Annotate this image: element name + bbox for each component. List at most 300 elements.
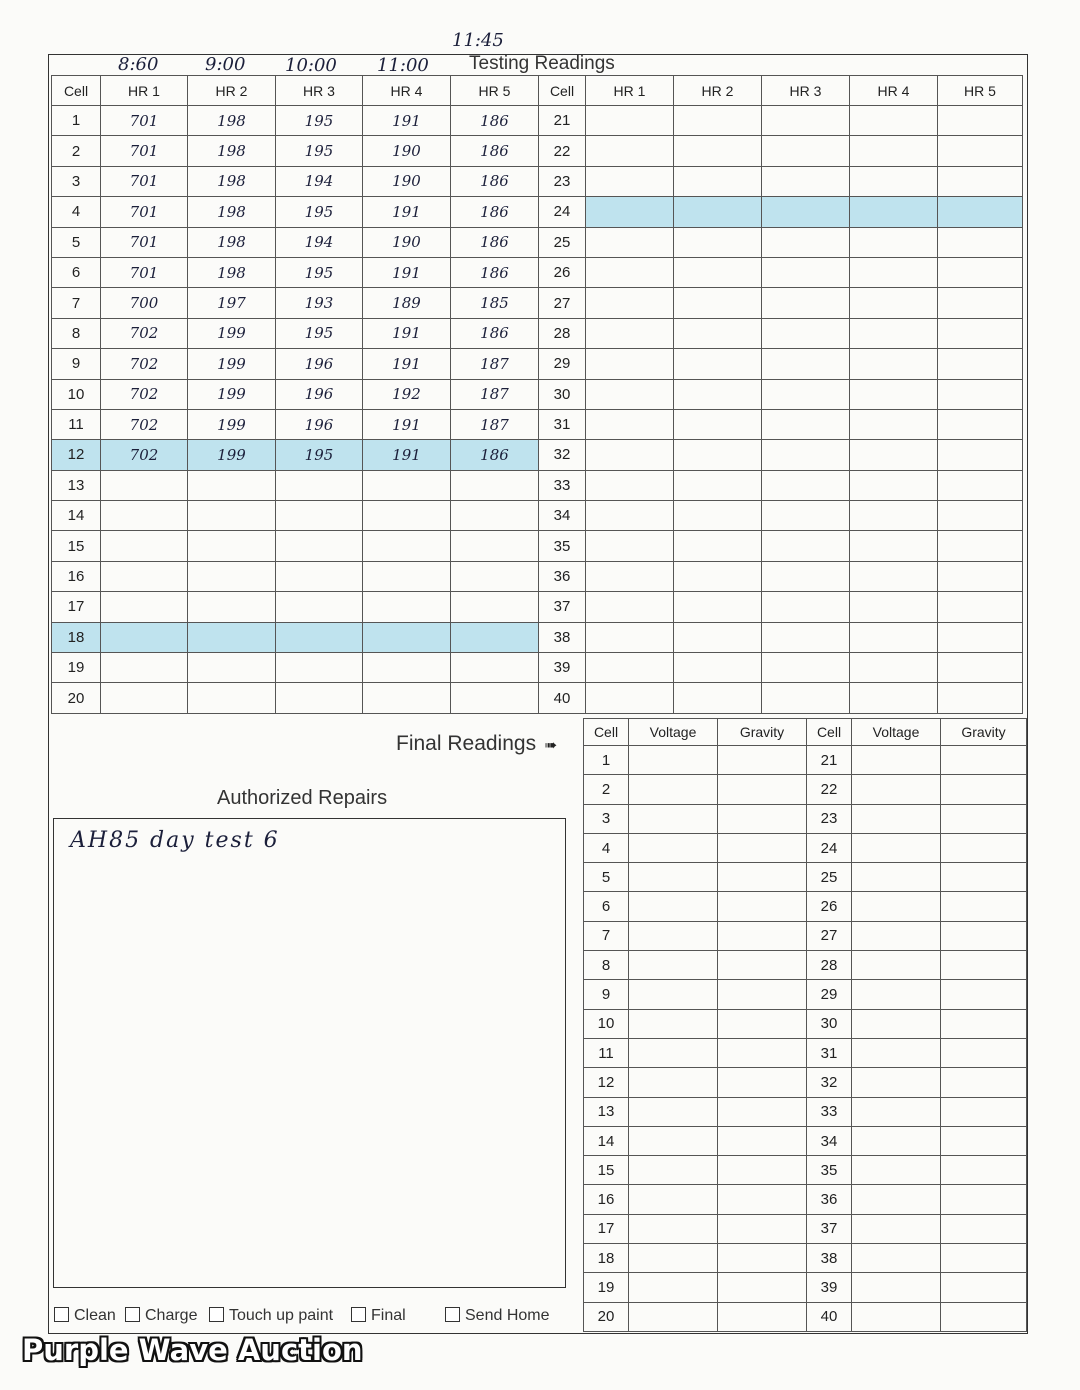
- voltage-field[interactable]: [629, 951, 718, 980]
- reading-hr4[interactable]: [850, 501, 938, 531]
- reading-hr5[interactable]: [938, 470, 1023, 500]
- reading-hr2[interactable]: [674, 166, 762, 196]
- reading-hr5[interactable]: 186: [451, 106, 539, 136]
- voltage-field[interactable]: [852, 1097, 941, 1126]
- reading-hr4[interactable]: [850, 592, 938, 622]
- reading-hr3[interactable]: [762, 592, 850, 622]
- reading-hr2[interactable]: 199: [188, 440, 276, 470]
- voltage-field[interactable]: [629, 746, 718, 775]
- reading-hr5[interactable]: [938, 197, 1023, 227]
- gravity-field[interactable]: [941, 921, 1027, 950]
- voltage-field[interactable]: [852, 1302, 941, 1331]
- reading-hr4[interactable]: [850, 653, 938, 683]
- voltage-field[interactable]: [852, 775, 941, 804]
- gravity-field[interactable]: [941, 833, 1027, 862]
- reading-hr5[interactable]: 187: [451, 349, 539, 379]
- voltage-field[interactable]: [629, 804, 718, 833]
- voltage-field[interactable]: [852, 1244, 941, 1273]
- reading-hr1[interactable]: 701: [101, 106, 188, 136]
- reading-hr1[interactable]: [586, 561, 674, 591]
- final-row: [584, 833, 1027, 862]
- reading-hr2[interactable]: [674, 288, 762, 318]
- reading-hr5[interactable]: [451, 653, 539, 683]
- reading-hr2[interactable]: 198: [188, 136, 276, 166]
- authorized-repairs-box[interactable]: [53, 818, 566, 1288]
- reading-hr4[interactable]: 189: [363, 288, 451, 318]
- reading-hr3[interactable]: [276, 561, 363, 591]
- reading-hr2[interactable]: 197: [188, 288, 276, 318]
- reading-hr3[interactable]: [762, 470, 850, 500]
- reading-hr2[interactable]: [674, 409, 762, 439]
- reading-hr1[interactable]: 701: [101, 227, 188, 257]
- reading-hr4[interactable]: [850, 318, 938, 348]
- gravity-field[interactable]: [941, 1097, 1027, 1126]
- reading-hr3[interactable]: 194: [276, 166, 363, 196]
- reading-hr1[interactable]: [101, 531, 188, 561]
- reading-hr1[interactable]: [586, 531, 674, 561]
- checkbox-send-home[interactable]: [445, 1307, 550, 1325]
- reading-hr1[interactable]: [586, 409, 674, 439]
- reading-hr4[interactable]: [363, 683, 451, 713]
- reading-hr1[interactable]: [586, 197, 674, 227]
- gravity-field[interactable]: [718, 1185, 807, 1214]
- reading-hr4[interactable]: [850, 227, 938, 257]
- reading-hr2[interactable]: [674, 227, 762, 257]
- reading-hr4[interactable]: 191: [363, 440, 451, 470]
- reading-hr5[interactable]: [938, 409, 1023, 439]
- checkbox-box[interactable]: [445, 1307, 460, 1322]
- reading-hr2[interactable]: [674, 531, 762, 561]
- reading-hr2[interactable]: 199: [188, 349, 276, 379]
- reading-hr1[interactable]: 700: [101, 288, 188, 318]
- reading-hr3[interactable]: [762, 349, 850, 379]
- reading-hr1[interactable]: [586, 227, 674, 257]
- reading-hr2[interactable]: [674, 501, 762, 531]
- reading-hr5[interactable]: [938, 653, 1023, 683]
- reading-hr1[interactable]: [586, 318, 674, 348]
- voltage-field[interactable]: [852, 892, 941, 921]
- reading-hr3[interactable]: [762, 257, 850, 287]
- reading-hr1[interactable]: [586, 288, 674, 318]
- reading-hr2[interactable]: [674, 349, 762, 379]
- gravity-field[interactable]: [941, 775, 1027, 804]
- voltage-field[interactable]: [852, 833, 941, 862]
- gravity-field[interactable]: [718, 1126, 807, 1155]
- reading-hr2[interactable]: 198: [188, 257, 276, 287]
- voltage-field[interactable]: [852, 980, 941, 1009]
- voltage-field[interactable]: [629, 1185, 718, 1214]
- reading-hr5[interactable]: [938, 561, 1023, 591]
- reading-hr3[interactable]: [762, 561, 850, 591]
- reading-hr5[interactable]: 185: [451, 288, 539, 318]
- reading-hr4[interactable]: [850, 470, 938, 500]
- reading-hr1[interactable]: [586, 683, 674, 713]
- reading-hr3[interactable]: 195: [276, 318, 363, 348]
- reading-hr3[interactable]: [762, 409, 850, 439]
- reading-hr3[interactable]: 195: [276, 136, 363, 166]
- reading-hr4[interactable]: [363, 531, 451, 561]
- voltage-field[interactable]: [629, 863, 718, 892]
- reading-hr3[interactable]: [276, 470, 363, 500]
- reading-hr3[interactable]: [762, 318, 850, 348]
- voltage-field[interactable]: [629, 1273, 718, 1302]
- reading-hr1[interactable]: [101, 683, 188, 713]
- voltage-field[interactable]: [629, 775, 718, 804]
- reading-hr5[interactable]: [938, 440, 1023, 470]
- reading-hr4[interactable]: [850, 166, 938, 196]
- reading-hr5[interactable]: [938, 166, 1023, 196]
- reading-hr1[interactable]: [586, 349, 674, 379]
- gravity-field[interactable]: [718, 775, 807, 804]
- reading-hr3[interactable]: 194: [276, 227, 363, 257]
- reading-hr2[interactable]: [674, 318, 762, 348]
- reading-hr1[interactable]: 702: [101, 318, 188, 348]
- reading-hr5[interactable]: [938, 683, 1023, 713]
- gravity-field[interactable]: [718, 1302, 807, 1331]
- reading-hr2[interactable]: [188, 683, 276, 713]
- gravity-field[interactable]: [941, 980, 1027, 1009]
- voltage-field[interactable]: [629, 921, 718, 950]
- gravity-field[interactable]: [941, 863, 1027, 892]
- gravity-field[interactable]: [718, 1038, 807, 1067]
- checkbox-box[interactable]: [351, 1307, 366, 1322]
- reading-hr4[interactable]: 191: [363, 349, 451, 379]
- reading-hr3[interactable]: 193: [276, 288, 363, 318]
- cell-number: 10: [584, 1009, 629, 1038]
- reading-hr4[interactable]: 190: [363, 227, 451, 257]
- voltage-field[interactable]: [629, 833, 718, 862]
- voltage-field[interactable]: [629, 1068, 718, 1097]
- reading-hr1[interactable]: [586, 257, 674, 287]
- reading-hr1[interactable]: [101, 653, 188, 683]
- reading-hr2[interactable]: 198: [188, 106, 276, 136]
- reading-hr1[interactable]: 702: [101, 379, 188, 409]
- reading-hr2[interactable]: 198: [188, 197, 276, 227]
- gravity-field[interactable]: [718, 804, 807, 833]
- reading-hr4[interactable]: 191: [363, 409, 451, 439]
- checkbox-box[interactable]: [54, 1307, 69, 1322]
- reading-hr2[interactable]: [188, 592, 276, 622]
- reading-hr2[interactable]: [674, 683, 762, 713]
- reading-hr5[interactable]: [938, 592, 1023, 622]
- reading-hr5[interactable]: [938, 257, 1023, 287]
- reading-hr2[interactable]: [674, 106, 762, 136]
- gravity-field[interactable]: [941, 804, 1027, 833]
- gravity-field[interactable]: [941, 951, 1027, 980]
- reading-hr4[interactable]: [850, 288, 938, 318]
- reading-hr1[interactable]: 701: [101, 136, 188, 166]
- reading-hr4[interactable]: [363, 501, 451, 531]
- reading-hr5[interactable]: [938, 227, 1023, 257]
- voltage-field[interactable]: [852, 951, 941, 980]
- reading-hr3[interactable]: [762, 379, 850, 409]
- reading-hr3[interactable]: [762, 136, 850, 166]
- reading-hr1[interactable]: [586, 440, 674, 470]
- reading-hr2[interactable]: [674, 622, 762, 652]
- reading-hr2[interactable]: [674, 470, 762, 500]
- reading-hr2[interactable]: 198: [188, 227, 276, 257]
- reading-hr3[interactable]: 196: [276, 349, 363, 379]
- reading-hr2[interactable]: 199: [188, 409, 276, 439]
- cell-number: 29: [807, 980, 852, 1009]
- reading-hr2[interactable]: [188, 653, 276, 683]
- voltage-field[interactable]: [852, 921, 941, 950]
- reading-hr3[interactable]: 195: [276, 106, 363, 136]
- reading-hr3[interactable]: [762, 653, 850, 683]
- reading-hr4[interactable]: [850, 106, 938, 136]
- reading-hr5[interactable]: [938, 106, 1023, 136]
- gravity-field[interactable]: [718, 1214, 807, 1243]
- reading-hr4[interactable]: [363, 592, 451, 622]
- reading-hr2[interactable]: [188, 561, 276, 591]
- voltage-field[interactable]: [629, 980, 718, 1009]
- reading-hr4[interactable]: [363, 470, 451, 500]
- reading-hr3[interactable]: [762, 622, 850, 652]
- reading-hr4[interactable]: [363, 622, 451, 652]
- gravity-field[interactable]: [941, 1038, 1027, 1067]
- reading-hr5[interactable]: 186: [451, 197, 539, 227]
- reading-hr2[interactable]: 199: [188, 379, 276, 409]
- reading-hr3[interactable]: [762, 197, 850, 227]
- voltage-field[interactable]: [852, 1038, 941, 1067]
- gravity-field[interactable]: [941, 1273, 1027, 1302]
- reading-hr5[interactable]: [938, 318, 1023, 348]
- reading-hr1[interactable]: [586, 622, 674, 652]
- reading-hr5[interactable]: 187: [451, 409, 539, 439]
- voltage-field[interactable]: [629, 1097, 718, 1126]
- reading-hr3[interactable]: [762, 288, 850, 318]
- voltage-field[interactable]: [852, 1009, 941, 1038]
- gravity-field[interactable]: [718, 921, 807, 950]
- reading-hr2[interactable]: [674, 379, 762, 409]
- reading-hr1[interactable]: 701: [101, 197, 188, 227]
- reading-hr1[interactable]: 701: [101, 166, 188, 196]
- reading-hr1[interactable]: [101, 592, 188, 622]
- reading-hr2[interactable]: 199: [188, 318, 276, 348]
- voltage-field[interactable]: [852, 1214, 941, 1243]
- checkbox-box[interactable]: [125, 1307, 140, 1322]
- reading-hr3[interactable]: 195: [276, 257, 363, 287]
- reading-hr3[interactable]: [762, 501, 850, 531]
- reading-hr2[interactable]: [188, 622, 276, 652]
- reading-hr4[interactable]: 191: [363, 197, 451, 227]
- reading-hr3[interactable]: [762, 227, 850, 257]
- reading-hr5[interactable]: [938, 501, 1023, 531]
- reading-hr4[interactable]: [850, 561, 938, 591]
- reading-hr4[interactable]: [850, 440, 938, 470]
- reading-hr4[interactable]: 190: [363, 166, 451, 196]
- reading-hr2[interactable]: [188, 531, 276, 561]
- reading-hr5[interactable]: [938, 379, 1023, 409]
- checkbox-charge[interactable]: [125, 1307, 197, 1325]
- reading-hr5[interactable]: [938, 136, 1023, 166]
- reading-hr3[interactable]: 195: [276, 440, 363, 470]
- reading-hr4[interactable]: [363, 653, 451, 683]
- reading-hr1[interactable]: 702: [101, 409, 188, 439]
- reading-hr2[interactable]: 198: [188, 166, 276, 196]
- checkbox-box[interactable]: [209, 1307, 224, 1322]
- reading-hr3[interactable]: 195: [276, 197, 363, 227]
- reading-hr3[interactable]: [276, 683, 363, 713]
- gravity-field[interactable]: [718, 980, 807, 1009]
- reading-hr4[interactable]: [850, 683, 938, 713]
- reading-hr2[interactable]: [674, 561, 762, 591]
- reading-hr1[interactable]: [586, 653, 674, 683]
- reading-hr4[interactable]: [850, 409, 938, 439]
- voltage-field[interactable]: [629, 1302, 718, 1331]
- reading-hr1[interactable]: 701: [101, 257, 188, 287]
- reading-hr1[interactable]: 702: [101, 349, 188, 379]
- reading-hr1[interactable]: [101, 470, 188, 500]
- reading-hr2[interactable]: [188, 501, 276, 531]
- reading-hr5[interactable]: 187: [451, 379, 539, 409]
- reading-hr4[interactable]: [850, 531, 938, 561]
- reading-hr4[interactable]: 191: [363, 318, 451, 348]
- reading-hr1[interactable]: [586, 136, 674, 166]
- gravity-field[interactable]: [941, 1126, 1027, 1155]
- reading-hr5[interactable]: 186: [451, 318, 539, 348]
- reading-hr1[interactable]: [101, 622, 188, 652]
- gravity-field[interactable]: [941, 1214, 1027, 1243]
- reading-hr3[interactable]: [276, 592, 363, 622]
- reading-hr5[interactable]: 186: [451, 257, 539, 287]
- reading-hr4[interactable]: 190: [363, 136, 451, 166]
- reading-hr1[interactable]: [586, 501, 674, 531]
- gravity-field[interactable]: [718, 892, 807, 921]
- reading-hr4[interactable]: 191: [363, 106, 451, 136]
- voltage-field[interactable]: [852, 1068, 941, 1097]
- testing-row: [52, 197, 1023, 227]
- gravity-field[interactable]: [941, 1244, 1027, 1273]
- reading-hr5[interactable]: [451, 501, 539, 531]
- gravity-field[interactable]: [718, 1273, 807, 1302]
- reading-hr2[interactable]: [188, 470, 276, 500]
- checkbox-touch-up-paint[interactable]: [209, 1307, 333, 1325]
- gravity-field[interactable]: [941, 1068, 1027, 1097]
- gravity-field[interactable]: [941, 892, 1027, 921]
- reading-hr2[interactable]: [674, 440, 762, 470]
- gravity-field[interactable]: [941, 1009, 1027, 1038]
- voltage-field[interactable]: [629, 1156, 718, 1185]
- gravity-field[interactable]: [718, 951, 807, 980]
- reading-hr5[interactable]: [938, 288, 1023, 318]
- reading-hr4[interactable]: [363, 561, 451, 591]
- reading-hr5[interactable]: 186: [451, 136, 539, 166]
- reading-hr1[interactable]: [101, 561, 188, 591]
- reading-hr3[interactable]: [762, 106, 850, 136]
- reading-hr3[interactable]: [762, 166, 850, 196]
- voltage-field[interactable]: [629, 1214, 718, 1243]
- reading-hr2[interactable]: [674, 592, 762, 622]
- gravity-field[interactable]: [718, 1244, 807, 1273]
- gravity-field[interactable]: [718, 863, 807, 892]
- reading-hr2[interactable]: [674, 257, 762, 287]
- reading-hr5[interactable]: 186: [451, 166, 539, 196]
- reading-hr1[interactable]: 702: [101, 440, 188, 470]
- reading-hr3[interactable]: [762, 440, 850, 470]
- reading-hr4[interactable]: [850, 622, 938, 652]
- gravity-field[interactable]: [718, 1156, 807, 1185]
- voltage-field[interactable]: [629, 1126, 718, 1155]
- reading-hr5[interactable]: [451, 622, 539, 652]
- voltage-field[interactable]: [852, 1273, 941, 1302]
- reading-hr5[interactable]: [938, 349, 1023, 379]
- gravity-field[interactable]: [718, 1068, 807, 1097]
- reading-hr3[interactable]: [276, 531, 363, 561]
- reading-hr1[interactable]: [101, 501, 188, 531]
- reading-hr1[interactable]: [586, 379, 674, 409]
- reading-hr4[interactable]: 191: [363, 257, 451, 287]
- reading-hr1[interactable]: [586, 106, 674, 136]
- reading-hr5[interactable]: [938, 622, 1023, 652]
- reading-hr1[interactable]: [586, 470, 674, 500]
- testing-header-cell: HR 5: [451, 76, 539, 106]
- checkbox-clean[interactable]: [54, 1307, 116, 1325]
- testing-row: [52, 227, 1023, 257]
- reading-hr3[interactable]: [276, 501, 363, 531]
- reading-hr5[interactable]: 186: [451, 227, 539, 257]
- cell-number: 24: [807, 833, 852, 862]
- reading-hr4[interactable]: [850, 136, 938, 166]
- voltage-field[interactable]: [852, 804, 941, 833]
- reading-hr2[interactable]: [674, 197, 762, 227]
- gravity-field[interactable]: [941, 1185, 1027, 1214]
- reading-hr5[interactable]: [451, 683, 539, 713]
- reading-hr5[interactable]: [451, 531, 539, 561]
- reading-hr4[interactable]: [850, 349, 938, 379]
- voltage-field[interactable]: [629, 1009, 718, 1038]
- reading-hr3[interactable]: [276, 653, 363, 683]
- checkbox-final[interactable]: [351, 1307, 406, 1325]
- gravity-field[interactable]: [941, 746, 1027, 775]
- reading-hr5[interactable]: [451, 561, 539, 591]
- voltage-field[interactable]: [852, 746, 941, 775]
- reading-hr4[interactable]: 192: [363, 379, 451, 409]
- gravity-field[interactable]: [718, 1097, 807, 1126]
- reading-hr3[interactable]: [762, 683, 850, 713]
- reading-hr2[interactable]: [674, 136, 762, 166]
- gravity-field[interactable]: [941, 1156, 1027, 1185]
- reading-hr3[interactable]: 196: [276, 409, 363, 439]
- gravity-field[interactable]: [718, 1009, 807, 1038]
- reading-hr3[interactable]: [762, 531, 850, 561]
- reading-hr3[interactable]: 196: [276, 379, 363, 409]
- reading-hr1[interactable]: [586, 166, 674, 196]
- reading-hr4[interactable]: [850, 197, 938, 227]
- reading-hr3[interactable]: [276, 622, 363, 652]
- voltage-field[interactable]: [852, 1156, 941, 1185]
- final-header-cell: Cell: [584, 719, 629, 746]
- voltage-field[interactable]: [629, 1038, 718, 1067]
- reading-hr5[interactable]: [451, 592, 539, 622]
- reading-hr1[interactable]: [586, 592, 674, 622]
- voltage-field[interactable]: [629, 892, 718, 921]
- voltage-field[interactable]: [852, 1126, 941, 1155]
- cell-number: 15: [584, 1156, 629, 1185]
- reading-hr2[interactable]: [674, 653, 762, 683]
- reading-hr4[interactable]: [850, 257, 938, 287]
- reading-hr5[interactable]: [938, 531, 1023, 561]
- reading-hr5[interactable]: [451, 470, 539, 500]
- voltage-field[interactable]: [852, 1185, 941, 1214]
- voltage-field[interactable]: [852, 863, 941, 892]
- reading-hr5[interactable]: 186: [451, 440, 539, 470]
- gravity-field[interactable]: [941, 1302, 1027, 1331]
- reading-hr4[interactable]: [850, 379, 938, 409]
- voltage-field[interactable]: [629, 1244, 718, 1273]
- gravity-field[interactable]: [718, 833, 807, 862]
- gravity-field[interactable]: [718, 746, 807, 775]
